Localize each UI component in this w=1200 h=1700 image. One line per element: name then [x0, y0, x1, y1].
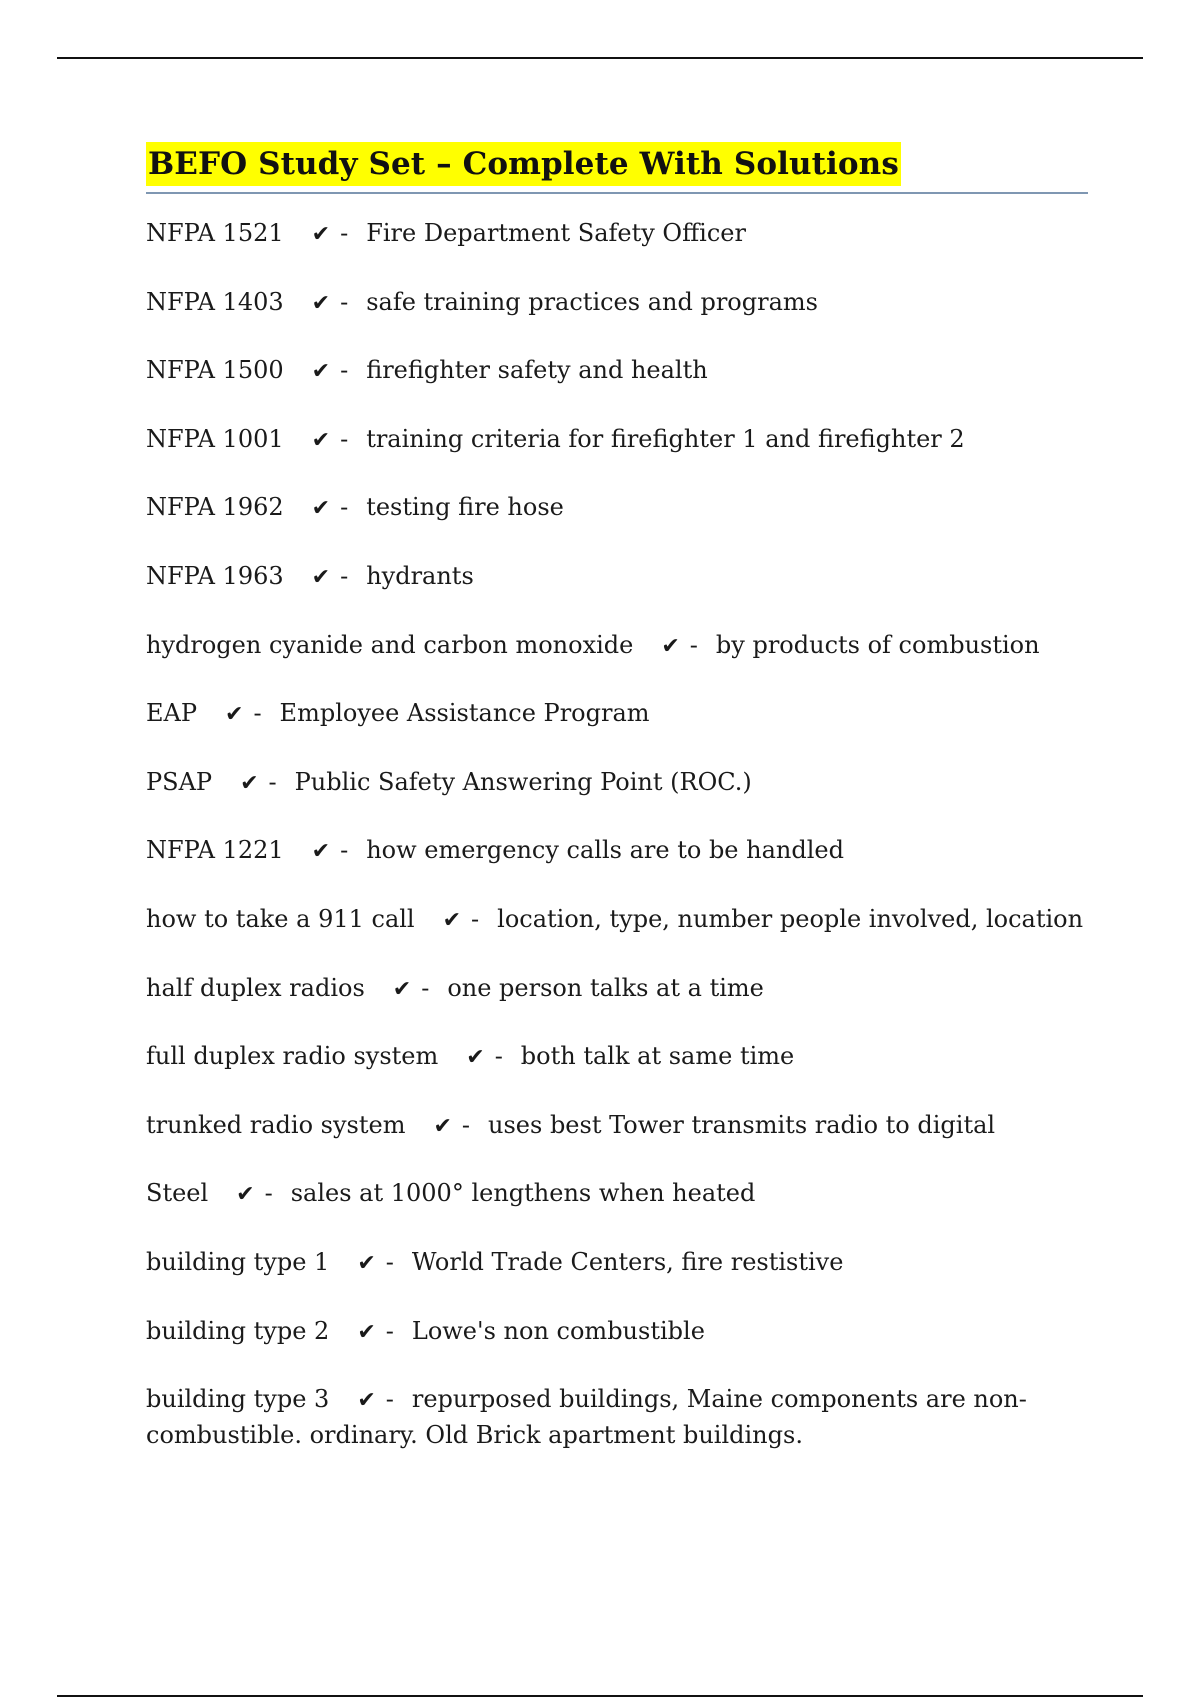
list-item: [146, 696, 1088, 732]
entry-definition: how emergency calls are to be handled: [366, 836, 844, 865]
check-icon: ✔: [466, 1045, 485, 1071]
entry-separator: -: [385, 1316, 394, 1345]
entry-term: building type 2: [146, 1316, 330, 1345]
list-item: [146, 1245, 1088, 1281]
entry-term: NFPA 1500: [146, 356, 284, 385]
entry-term: NFPA 1962: [146, 493, 284, 522]
flashcard-list: [146, 216, 1088, 1452]
entry-separator: -: [689, 630, 698, 659]
check-icon: ✔: [357, 1319, 376, 1345]
check-icon: ✔: [392, 976, 412, 1002]
list-item: [146, 216, 1088, 252]
entry-definition: location, type, number people involved, location: [497, 904, 1084, 933]
check-icon: ✔: [433, 1113, 452, 1139]
entry-definition: hydrants: [366, 561, 474, 590]
list-item: [146, 1382, 1088, 1452]
check-icon: ✔: [311, 564, 331, 590]
check-icon: ✔: [236, 1182, 255, 1208]
list-item: [146, 1039, 1088, 1075]
entry-definition: Fire Department Safety Officer: [366, 219, 746, 247]
entry-term: Steel: [146, 1179, 209, 1208]
check-icon: ✔: [311, 359, 331, 385]
list-item: [146, 1314, 1088, 1350]
entry-separator: -: [340, 356, 349, 385]
entry-definition: World Trade Centers, fire restistive: [411, 1247, 844, 1276]
list-item: [146, 422, 1088, 458]
entry-separator: -: [340, 561, 349, 590]
entry-definition: sales at 1000° lengthens when heated: [290, 1179, 756, 1208]
entry-definition: one person talks at a time: [447, 973, 764, 1002]
document-title: BEFO Study Set – Complete With Solutions: [146, 142, 901, 186]
list-item: [146, 353, 1088, 389]
list-item: [146, 971, 1088, 1007]
list-item: [146, 1108, 1088, 1144]
list-item: [146, 559, 1088, 595]
check-icon: ✔: [357, 1388, 376, 1414]
list-item: [146, 1176, 1088, 1212]
check-icon: ✔: [225, 702, 244, 728]
entry-definition: training criteria for firefighter 1 and firefighter 2: [366, 424, 965, 453]
entry-definition: repurposed buildings, Maine components are non-combustible. ordinary. Old Brick apartment buildings.: [146, 1385, 1027, 1450]
entry-definition: testing fire hose: [366, 493, 564, 522]
entry-separator: -: [385, 1385, 394, 1414]
entry-separator: -: [340, 836, 349, 865]
check-icon: ✔: [311, 496, 331, 522]
entry-term: building type 1: [146, 1247, 330, 1276]
entry-term: building type 3: [146, 1385, 330, 1414]
check-icon: ✔: [240, 770, 259, 796]
check-icon: ✔: [311, 222, 331, 247]
list-item: [146, 285, 1088, 321]
entry-definition: Public Safety Answering Point (ROC.): [294, 767, 752, 796]
entry-term: NFPA 1221: [146, 836, 284, 865]
list-item: [146, 902, 1088, 938]
entry-separator: -: [471, 904, 480, 933]
list-item: [146, 765, 1088, 801]
entry-separator: -: [268, 767, 277, 796]
entry-term: PSAP: [146, 767, 213, 796]
entry-definition: Lowe's non combustible: [411, 1316, 705, 1345]
entry-term: NFPA 1403: [146, 287, 284, 316]
entry-separator: -: [264, 1179, 273, 1208]
entry-definition: both talk at same time: [520, 1042, 795, 1071]
entry-separator: -: [253, 699, 262, 728]
entry-term: full duplex radio system: [146, 1042, 439, 1071]
document-body: [146, 142, 1088, 1485]
page-top-rule: [57, 57, 1143, 59]
entry-term: half duplex radios: [146, 973, 365, 1002]
entry-term: how to take a 911 call: [146, 904, 415, 933]
check-icon: ✔: [357, 1250, 376, 1276]
list-item: [146, 628, 1088, 664]
entry-separator: -: [340, 219, 349, 247]
entry-term: trunked radio system: [146, 1110, 406, 1139]
entry-term: EAP: [146, 699, 197, 728]
entry-definition: Employee Assistance Program: [279, 699, 650, 728]
check-icon: ✔: [311, 290, 331, 316]
entry-separator: -: [421, 973, 430, 1002]
entry-definition: uses best Tower transmits radio to digital: [488, 1110, 996, 1139]
list-item: [146, 833, 1088, 869]
title-block: [146, 142, 1088, 194]
entry-definition: firefighter safety and health: [366, 356, 708, 385]
entry-separator: -: [340, 287, 349, 316]
entry-definition: safe training practices and programs: [366, 287, 818, 316]
check-icon: ✔: [442, 907, 462, 933]
entry-term: hydrogen cyanide and carbon monoxide: [146, 630, 634, 659]
check-icon: ✔: [661, 633, 680, 659]
entry-term: NFPA 1963: [146, 561, 284, 590]
page-bottom-rule: [57, 1695, 1143, 1697]
entry-term: NFPA 1001: [146, 424, 284, 453]
entry-separator: -: [340, 424, 349, 453]
check-icon: ✔: [311, 839, 331, 865]
list-item: [146, 490, 1088, 526]
entry-separator: -: [461, 1110, 471, 1139]
entry-separator: -: [340, 493, 349, 522]
entry-separator: -: [494, 1042, 503, 1071]
entry-term: NFPA 1521: [146, 219, 284, 247]
entry-separator: -: [385, 1247, 394, 1276]
entry-definition: by products of combustion: [715, 630, 1040, 659]
check-icon: ✔: [311, 427, 331, 453]
